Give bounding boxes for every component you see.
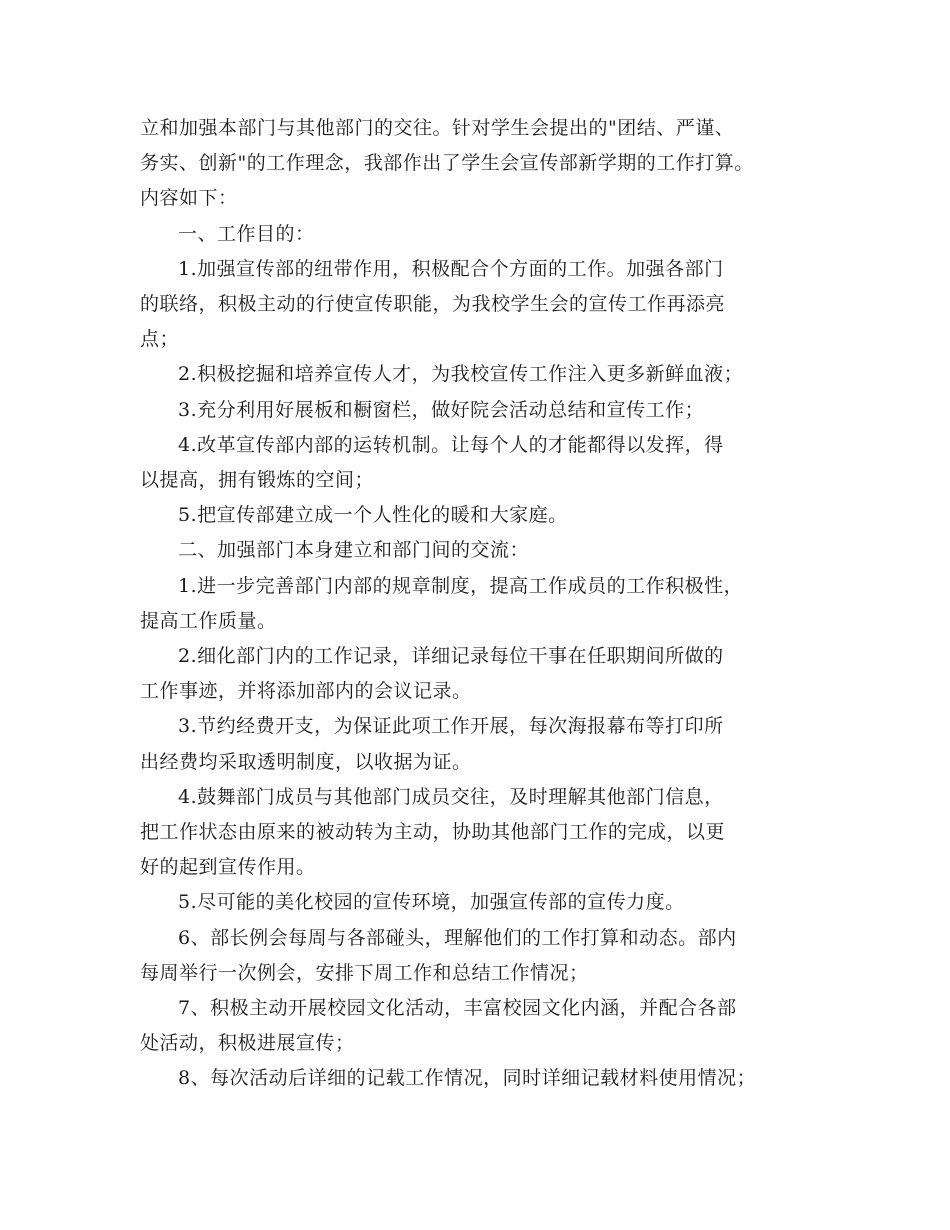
text-line: 6、部长例会每周与各部碰头，理解他们的工作打算和动态。部内 bbox=[178, 926, 737, 949]
paragraph bbox=[140, 217, 812, 252]
paragraph bbox=[140, 533, 812, 568]
text-line: 点； bbox=[140, 328, 180, 351]
paragraph bbox=[140, 780, 812, 886]
text-line: 把工作状态由原来的被动转为主动，协助其他部门工作的完成，以更 bbox=[140, 821, 726, 844]
paragraph bbox=[140, 885, 812, 920]
text-line: 立和加强本部门与其他部门的交往。针对学生会提出的"团结、严谨、 bbox=[140, 117, 735, 139]
paragraph bbox=[140, 1061, 812, 1096]
text-line: 每周举行一次例会，安排下周工作和总结工作情况； bbox=[140, 961, 589, 984]
text-line: 5.把宣传部建立成一个人性化的暖和大家庭。 bbox=[178, 504, 568, 527]
text-line: 内容如下： bbox=[140, 187, 238, 210]
text-line: 2.细化部门内的工作记录，详细记录每位干事在任职期间所做的 bbox=[178, 645, 724, 668]
text-line: 以提高，拥有锻炼的空间； bbox=[140, 469, 375, 492]
text-line: 二、加强部门本身建立和部门间的交流： bbox=[178, 539, 530, 562]
text-line: 4.改革宣传部内部的运转机制。让每个人的才能都得以发挥，得 bbox=[178, 433, 724, 456]
text-line: 7、积极主动开展校园文化活动，丰富校园文化内涵，并配合各部 bbox=[178, 997, 737, 1020]
document-body bbox=[140, 111, 812, 1097]
text-line: 5.尽可能的美化校园的宣传环境，加强宣传部的宣传力度。 bbox=[178, 891, 685, 914]
paragraph bbox=[140, 709, 812, 779]
paragraph bbox=[140, 357, 812, 392]
text-line: 处活动，积极进展宣传； bbox=[140, 1032, 355, 1055]
paragraph bbox=[140, 428, 812, 498]
text-line: 的联络，积极主动的行使宣传职能，为我校学生会的宣传工作再添亮 bbox=[140, 293, 726, 316]
text-line: 工作事迹，并将添加部内的会议记录。 bbox=[140, 680, 472, 703]
paragraph bbox=[140, 498, 812, 533]
paragraph bbox=[140, 639, 812, 709]
paragraph bbox=[140, 921, 812, 991]
text-line: 1.进一步完善部门内部的规章制度，提高工作成员的工作积极性， bbox=[178, 574, 744, 597]
paragraph bbox=[140, 252, 812, 358]
text-line: 2.积极挖掘和培养宣传人才，为我校宣传工作注入更多新鲜血液； bbox=[178, 363, 744, 386]
paragraph bbox=[140, 569, 812, 639]
text-line: 务实、创新"的工作理念，我部作出了学生会宣传部新学期的工作打算。 bbox=[140, 152, 754, 175]
text-line: 8、每次活动后详细的记载工作情况，同时详细记载材料使用情况； bbox=[178, 1067, 757, 1090]
text-line: 一、工作目的： bbox=[178, 222, 315, 245]
paragraph bbox=[140, 991, 812, 1061]
text-line: 4.鼓舞部门成员与其他部门成员交往，及时理解其他部门信息， bbox=[178, 785, 724, 808]
paragraph bbox=[140, 111, 812, 217]
text-line: 3.充分利用好展板和橱窗栏，做好院会活动总结和宣传工作； bbox=[178, 398, 705, 421]
text-line: 出经费均采取透明制度，以收据为证。 bbox=[140, 750, 472, 773]
text-line: 1.加强宣传部的纽带作用，积极配合个方面的工作。加强各部门 bbox=[178, 257, 724, 280]
paragraph bbox=[140, 393, 812, 428]
text-line: 提高工作质量。 bbox=[140, 609, 277, 632]
text-line: 好的起到宣传作用。 bbox=[140, 856, 316, 879]
text-line: 3.节约经费开支，为保证此项工作开展，每次海报幕布等打印所 bbox=[178, 715, 724, 738]
